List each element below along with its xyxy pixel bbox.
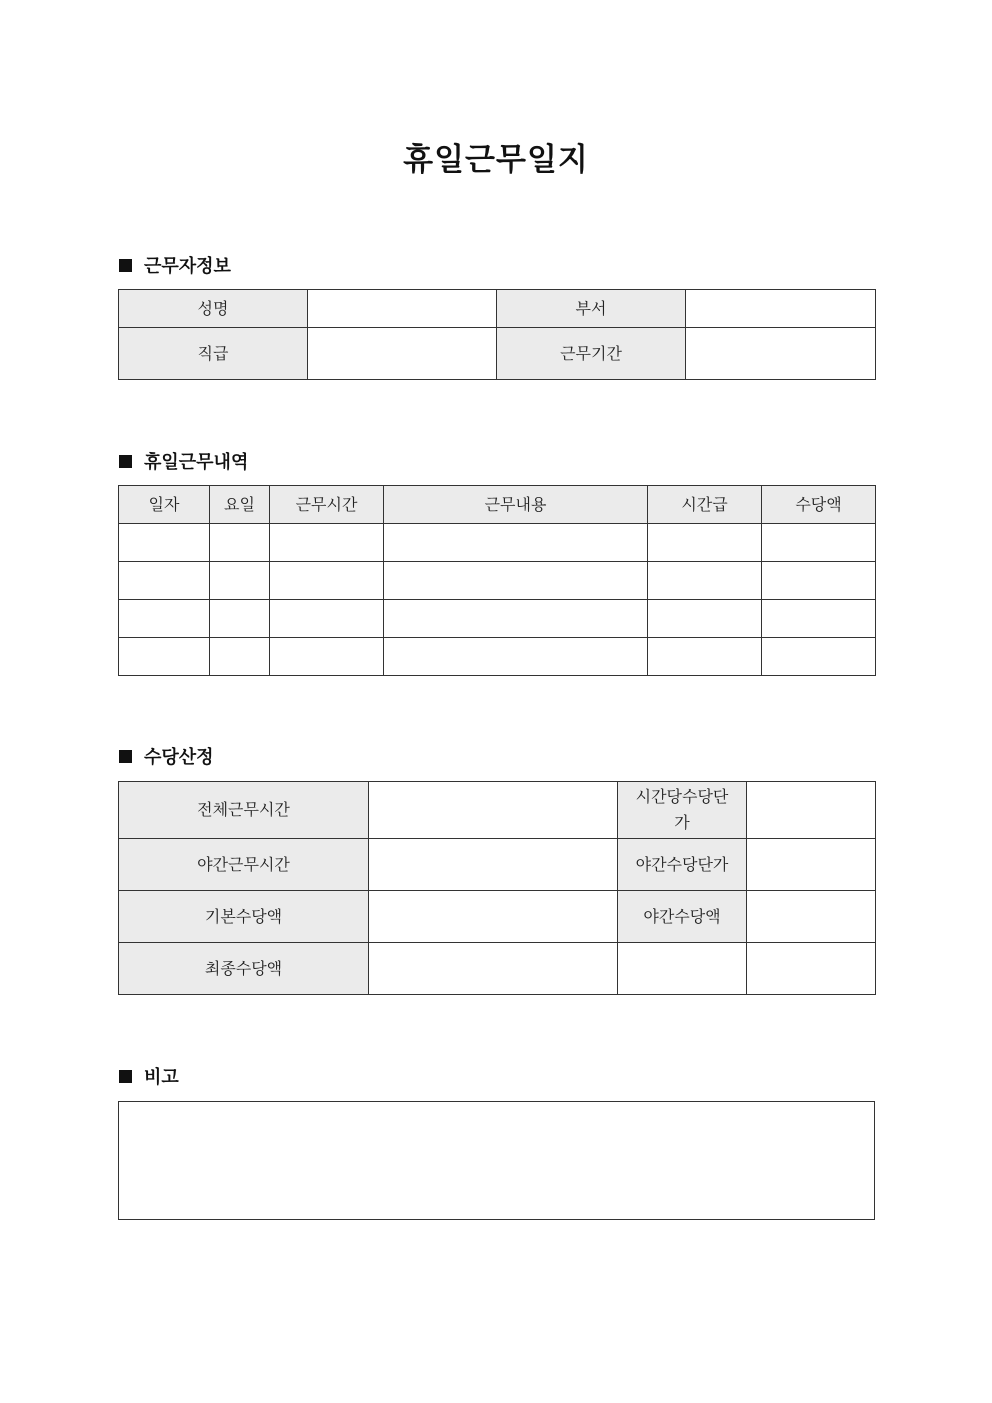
remarks-field[interactable] [118,1101,875,1220]
section-title: 비고 [144,1067,179,1088]
period-label: 근무기간 [497,328,686,380]
column-header-date: 일자 [119,486,210,524]
night-unit-label: 야간수당단가 [618,839,747,891]
section-title: 근무자정보 [144,256,231,277]
content-cell[interactable] [384,600,648,638]
total-hours-field[interactable] [369,782,618,839]
final-amount-label: 최종수당액 [119,943,369,995]
department-field[interactable] [686,290,876,328]
date-cell[interactable] [119,638,210,676]
hourly-wage-cell[interactable] [648,600,762,638]
section-heading-holiday-work [119,449,248,473]
department-label: 부서 [497,290,686,328]
section-title: 휴일근무내역 [144,452,249,473]
allowance-cell[interactable] [762,638,876,676]
section-title: 수당산정 [144,747,214,768]
square-bullet-icon [119,1070,132,1083]
worker-info-table [118,289,876,380]
page-title: 휴일근무일지 [403,142,589,178]
square-bullet-icon [119,750,132,763]
hours-cell[interactable] [270,638,384,676]
square-bullet-icon [119,455,132,468]
table-row [119,600,876,638]
total-hours-label: 전체근무시간 [119,782,369,839]
allowance-calc-table [118,781,876,995]
table-row [119,638,876,676]
night-hours-field[interactable] [369,839,618,891]
allowance-cell[interactable] [762,562,876,600]
hourly-wage-cell[interactable] [648,524,762,562]
hours-cell[interactable] [270,600,384,638]
empty-cell[interactable] [618,943,747,995]
allowance-cell[interactable] [762,600,876,638]
day-cell[interactable] [210,638,270,676]
section-heading-worker-info [119,253,231,277]
base-amount-field[interactable] [369,891,618,943]
column-header-hours: 근무시간 [270,486,384,524]
hours-cell[interactable] [270,562,384,600]
hourly-wage-cell[interactable] [648,562,762,600]
date-cell[interactable] [119,524,210,562]
content-cell[interactable] [384,638,648,676]
name-field[interactable] [308,290,497,328]
base-amount-label: 기본수당액 [119,891,369,943]
column-header-hourly-wage: 시간급 [648,486,762,524]
section-heading-allowance-calc [119,744,214,768]
day-cell[interactable] [210,600,270,638]
content-cell[interactable] [384,562,648,600]
column-header-content: 근무내용 [384,486,648,524]
hours-cell[interactable] [270,524,384,562]
column-header-day: 요일 [210,486,270,524]
position-field[interactable] [308,328,497,380]
hourly-unit-label: 시간당수당단가 [618,782,747,839]
square-bullet-icon [119,259,132,272]
name-label: 성명 [119,290,308,328]
date-cell[interactable] [119,562,210,600]
hourly-wage-cell[interactable] [648,638,762,676]
allowance-cell[interactable] [762,524,876,562]
final-amount-field[interactable] [369,943,618,995]
period-field[interactable] [686,328,876,380]
hourly-unit-field[interactable] [747,782,876,839]
day-cell[interactable] [210,562,270,600]
content-cell[interactable] [384,524,648,562]
section-heading-remarks [119,1064,179,1088]
table-row [119,524,876,562]
night-amount-field[interactable] [747,891,876,943]
holiday-work-table [118,485,876,676]
empty-cell[interactable] [747,943,876,995]
column-header-allowance: 수당액 [762,486,876,524]
day-cell[interactable] [210,524,270,562]
night-unit-field[interactable] [747,839,876,891]
table-row [119,562,876,600]
date-cell[interactable] [119,600,210,638]
night-hours-label: 야간근무시간 [119,839,369,891]
night-amount-label: 야간수당액 [618,891,747,943]
position-label: 직급 [119,328,308,380]
